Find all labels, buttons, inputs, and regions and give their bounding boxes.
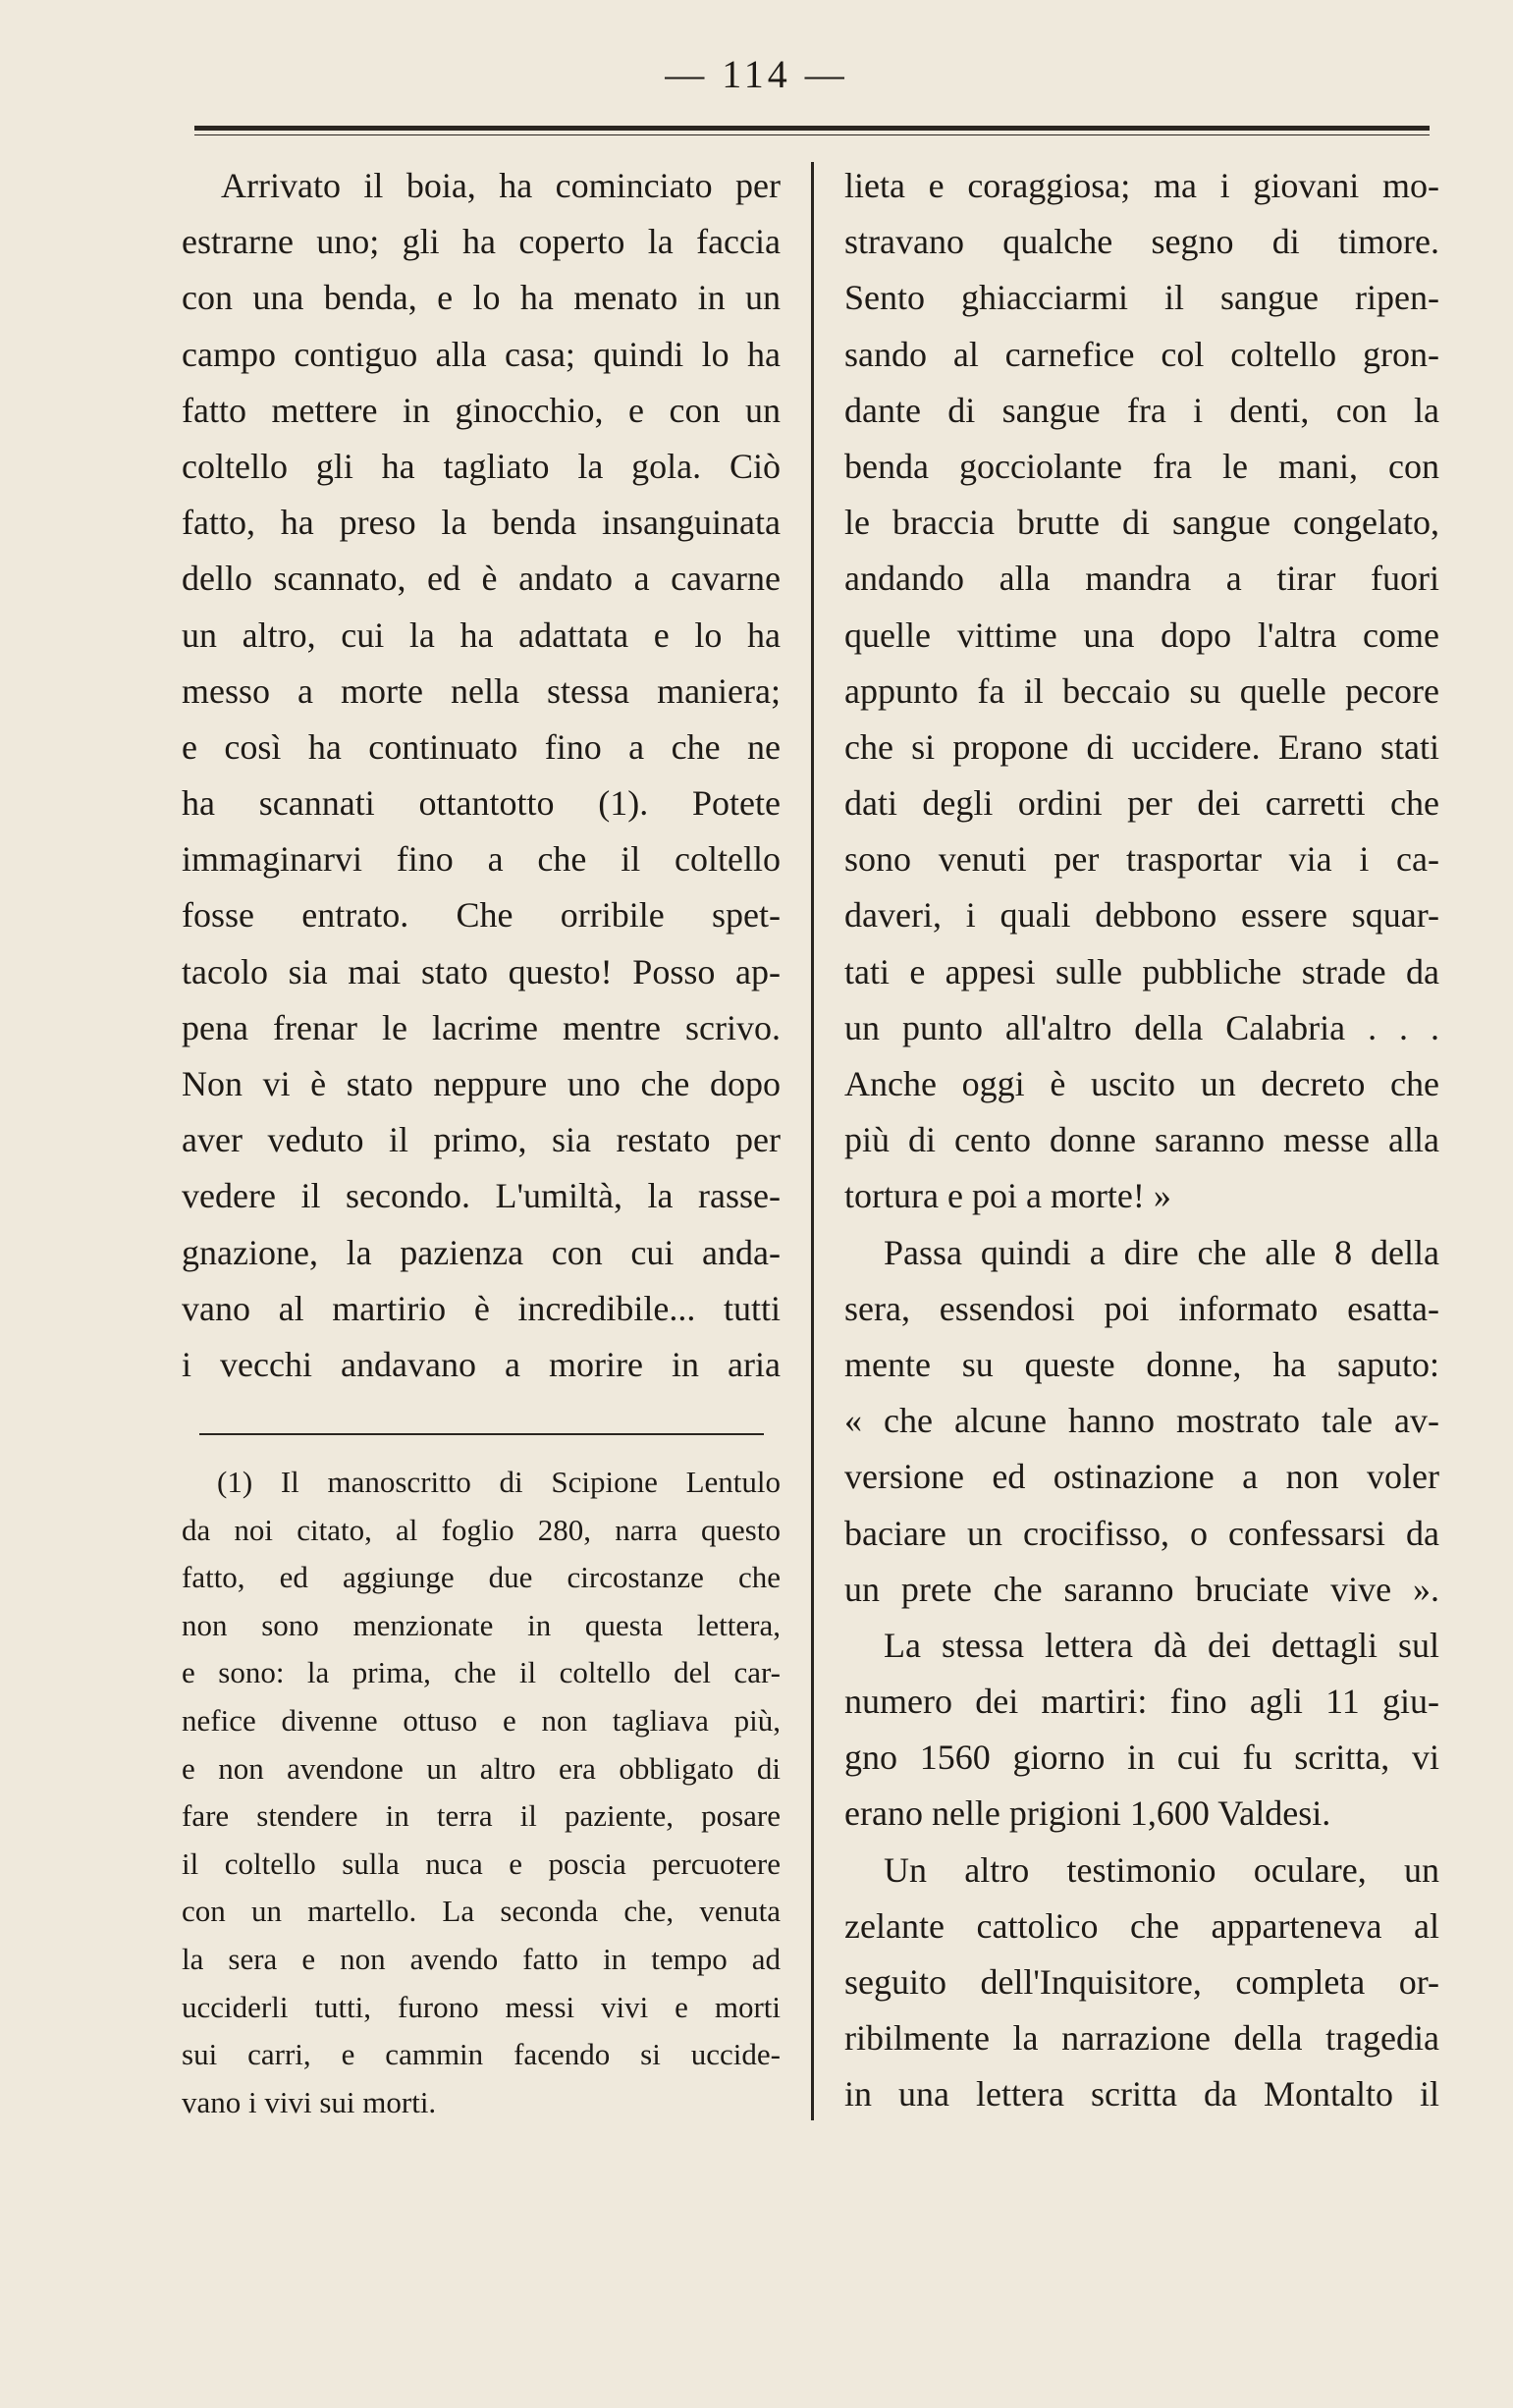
text-line: un punto all'altro della Calabria . . . [844, 1007, 1439, 1047]
text-line: Un altro testimonio oculare, un [884, 1849, 1439, 1890]
text-line: i vecchi andavano a morire in aria [182, 1344, 781, 1384]
text-line: quelle vittime una dopo l'altra come [844, 615, 1439, 655]
text-line: Anche oggi è uscito un decreto che [844, 1064, 1439, 1103]
text-line: dante di sangue fra i denti, con la [844, 390, 1439, 430]
text-line: dati degli ordini per dei carretti che [844, 783, 1439, 824]
text-line: tacolo sia mai stato questo! Posso ap- [182, 951, 781, 991]
text-line: da noi citato, al foglio 280, narra questo [182, 1512, 781, 1547]
text-line: versione ed ostinazione a non voler [844, 1457, 1439, 1497]
text-line: tati e appesi sulle pubbliche strade da [844, 951, 1439, 991]
text-line: sera, essendosi poi informato esatta- [844, 1288, 1439, 1328]
text-line: dello scannato, ed è andato a cavarne [182, 559, 781, 599]
text-line: con un martello. La seconda che, venuta [182, 1894, 781, 1929]
text-line: stravano qualche segno di timore. [844, 222, 1439, 262]
column-divider [811, 162, 814, 2120]
text-line: e sono: la prima, che il coltello del car- [182, 1655, 781, 1690]
text-line: e non avendone un altro era obbligato di [182, 1750, 781, 1786]
text-line: erano nelle prigioni 1,600 Valdesi. [844, 1793, 1331, 1834]
text-line: vano al martirio è incredibile... tutti [182, 1288, 781, 1328]
text-line: La stessa lettera dà dei dettagli sul [884, 1625, 1439, 1665]
text-line: un prete che saranno bruciate vive ». [844, 1569, 1439, 1609]
footnote [182, 1459, 781, 2126]
text-line: fosse entrato. Che orribile spet- [182, 895, 781, 936]
text-line: ribilmente la narrazione della tragedia [844, 2018, 1439, 2059]
text-line: sando al carnefice col coltello gron- [844, 334, 1439, 374]
text-line: con una benda, e lo ha menato in un [182, 278, 781, 318]
text-line: campo contiguo alla casa; quindi lo ha [182, 334, 781, 374]
text-line: gno 1560 giorno in cui fu scritta, vi [844, 1738, 1439, 1778]
text-line: seguito dell'Inquisitore, completa or- [844, 1962, 1439, 2002]
text-line: un altro, cui la ha adattata e lo ha [182, 615, 781, 655]
text-line: Passa quindi a dire che alle 8 della [884, 1232, 1439, 1272]
text-line: non sono menzionate in questa lettera, [182, 1607, 781, 1642]
text-line: ucciderli tutti, furono messi vivi e morti [182, 1989, 781, 2024]
text-line: tortura e poi a morte! » [844, 1176, 1171, 1216]
text-line: fare stendere in terra il paziente, posare [182, 1798, 781, 1834]
text-line: coltello gli ha tagliato la gola. Ciò [182, 446, 781, 486]
text-line: mente su queste donne, ha saputo: [844, 1344, 1439, 1384]
text-line: più di cento donne saranno messe alla [844, 1120, 1439, 1160]
text-line: benda gocciolante fra le mani, con [844, 446, 1439, 486]
text-line: le braccia brutte di sangue congelato, [844, 503, 1439, 543]
text-line: daveri, i quali debbono essere squar- [844, 895, 1439, 936]
text-line: numero dei martiri: fino agli 11 giu- [844, 1682, 1439, 1722]
header-rule [194, 126, 1430, 131]
footnote-rule [199, 1433, 764, 1435]
text-line: vedere il secondo. L'umiltà, la rasse- [182, 1176, 781, 1216]
text-line: nefice divenne ottuso e non tagliava più, [182, 1702, 781, 1738]
text-line: andando alla mandra a tirar fuori [844, 559, 1439, 599]
text-line: in una lettera scritta da Montalto il [844, 2074, 1439, 2114]
text-line: e così ha continuato fino a che ne [182, 726, 781, 767]
text-line: Non vi è stato neppure uno che dopo [182, 1064, 781, 1103]
text-line: che si propone di uccidere. Erano stati [844, 726, 1439, 767]
right-column [844, 158, 1439, 2123]
text-line: zelante cattolico che apparteneva al [844, 1905, 1439, 1946]
text-line: immaginarvi fino a che il coltello [182, 839, 781, 880]
text-line: il coltello sulla nuca e poscia percuotere [182, 1846, 781, 1881]
text-line: Arrivato il boia, ha cominciato per [221, 166, 781, 205]
text-line: sono venuti per trasportar via i ca- [844, 839, 1439, 880]
left-column [182, 158, 781, 1393]
text-line: vano i vivi sui morti. [182, 2084, 437, 2119]
text-line: aver veduto il primo, sia restato per [182, 1120, 781, 1160]
text-line: fatto, ed aggiunge due circostanze che [182, 1560, 781, 1595]
text-line: baciare un crocifisso, o confessarsi da [844, 1513, 1439, 1553]
text-line: ha scannati ottantotto (1). Potete [182, 783, 781, 824]
text-line: Sento ghiacciarmi il sangue ripen- [844, 278, 1439, 318]
page-number: — 114 — [665, 52, 848, 96]
text-line: estrarne uno; gli ha coperto la faccia [182, 222, 781, 262]
text-line: fatto mettere in ginocchio, e con un [182, 390, 781, 430]
text-line: fatto, ha preso la benda insanguinata [182, 503, 781, 543]
text-line: messo a morte nella stessa maniera; [182, 670, 781, 711]
text-line: sui carri, e cammin facendo si uccide- [182, 2037, 781, 2072]
text-line: appunto fa il beccaio su quelle pecore [844, 670, 1439, 711]
text-line: pena frenar le lacrime mentre scrivo. [182, 1007, 781, 1047]
text-line: lieta e coraggiosa; ma i giovani mo- [844, 166, 1439, 205]
text-line: la sera e non avendo fatto in tempo ad [182, 1941, 781, 1976]
text-line: « che alcune hanno mostrato tale av- [844, 1401, 1439, 1441]
text-line: gnazione, la pazienza con cui anda- [182, 1232, 781, 1272]
text-line: (1) Il manoscritto di Scipione Lentulo [217, 1465, 781, 1499]
